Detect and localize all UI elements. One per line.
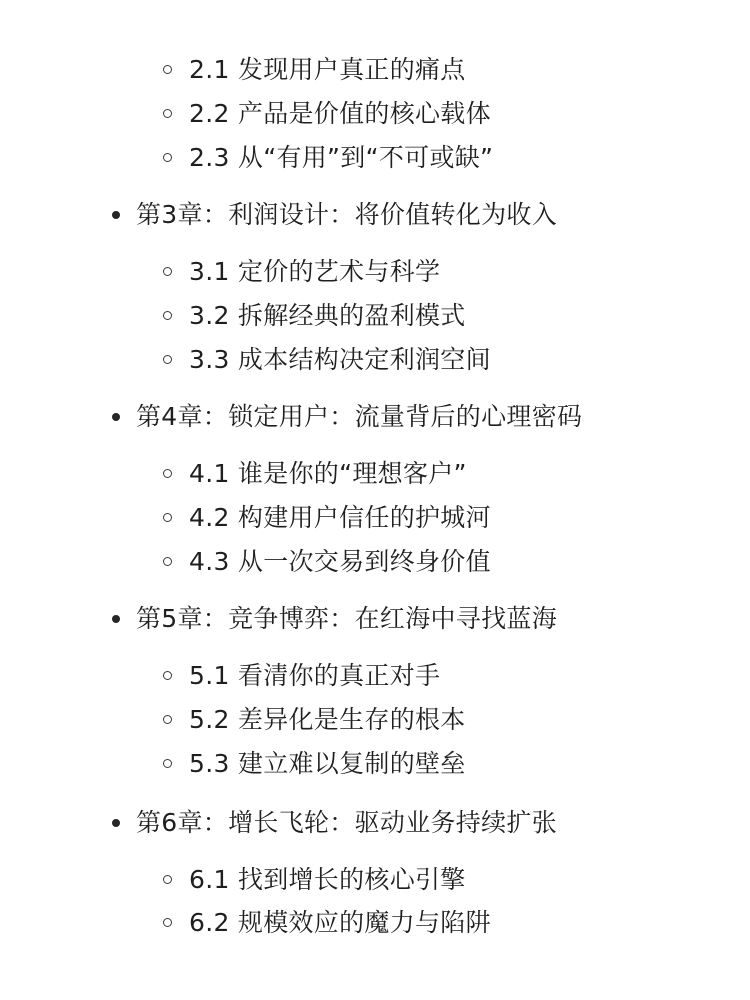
- section-label: 3.2 拆解经典的盈利模式: [189, 301, 466, 330]
- hollow-bullet-icon: [163, 513, 172, 522]
- section-item-2-3: [0, 138, 750, 178]
- section-label: 4.2 构建用户信任的护城河: [189, 503, 491, 532]
- section-item-4-2: [0, 498, 750, 538]
- section-item-2-2: [0, 94, 750, 134]
- chapter-item-6: [0, 803, 750, 843]
- section-label: 4.1 谁是你的“理想客户”: [189, 459, 467, 488]
- hollow-bullet-icon: [163, 469, 172, 478]
- hollow-bullet-icon: [163, 875, 172, 884]
- hollow-bullet-icon: [163, 65, 172, 74]
- hollow-bullet-icon: [163, 759, 172, 768]
- section-label: 4.3 从一次交易到终身价值: [189, 547, 491, 576]
- hollow-bullet-icon: [163, 267, 172, 276]
- chapter-item-5: [0, 599, 750, 639]
- section-item-4-3: [0, 542, 750, 582]
- hollow-bullet-icon: [163, 311, 172, 320]
- filled-bullet-icon: [112, 413, 120, 421]
- section-label: 2.3 从“有用”到“不可或缺”: [189, 143, 494, 172]
- section-item-6-2: [0, 903, 750, 943]
- section-item-3-2: [0, 296, 750, 336]
- filled-bullet-icon: [112, 819, 120, 827]
- section-item-3-3: [0, 340, 750, 380]
- hollow-bullet-icon: [163, 715, 172, 724]
- section-item-6-1: [0, 860, 750, 900]
- section-item-4-1: [0, 454, 750, 494]
- hollow-bullet-icon: [163, 557, 172, 566]
- section-label: 6.2 规模效应的魔力与陷阱: [189, 908, 491, 937]
- section-label: 2.1 发现用户真正的痛点: [189, 55, 466, 84]
- hollow-bullet-icon: [163, 109, 172, 118]
- section-item-5-1: [0, 656, 750, 696]
- hollow-bullet-icon: [163, 918, 172, 927]
- section-label: 3.3 成本结构决定利润空间: [189, 345, 491, 374]
- section-label: 5.2 差异化是生存的根本: [189, 705, 466, 734]
- section-label: 2.2 产品是价值的核心载体: [189, 99, 491, 128]
- chapter-title: 第6章：增长飞轮：驱动业务持续扩张: [136, 808, 558, 837]
- section-item-5-3: [0, 744, 750, 784]
- filled-bullet-icon: [112, 615, 120, 623]
- filled-bullet-icon: [112, 211, 120, 219]
- section-label: 5.3 建立难以复制的壁垒: [189, 749, 466, 778]
- hollow-bullet-icon: [163, 355, 172, 364]
- chapter-item-4: [0, 397, 750, 437]
- section-label: 3.1 定价的艺术与科学: [189, 257, 441, 286]
- section-item-5-2: [0, 700, 750, 740]
- chapter-title: 第5章：竞争博弈：在红海中寻找蓝海: [136, 604, 558, 633]
- chapter-title: 第3章：利润设计：将价值转化为收入: [136, 200, 558, 229]
- hollow-bullet-icon: [163, 671, 172, 680]
- chapter-title: 第4章：锁定用户：流量背后的心理密码: [136, 402, 583, 431]
- chapter-item-3: [0, 195, 750, 235]
- section-item-2-1: [0, 50, 750, 90]
- hollow-bullet-icon: [163, 153, 172, 162]
- section-label: 5.1 看清你的真正对手: [189, 661, 441, 690]
- section-item-3-1: [0, 252, 750, 292]
- section-label: 6.1 找到增长的核心引擎: [189, 865, 466, 894]
